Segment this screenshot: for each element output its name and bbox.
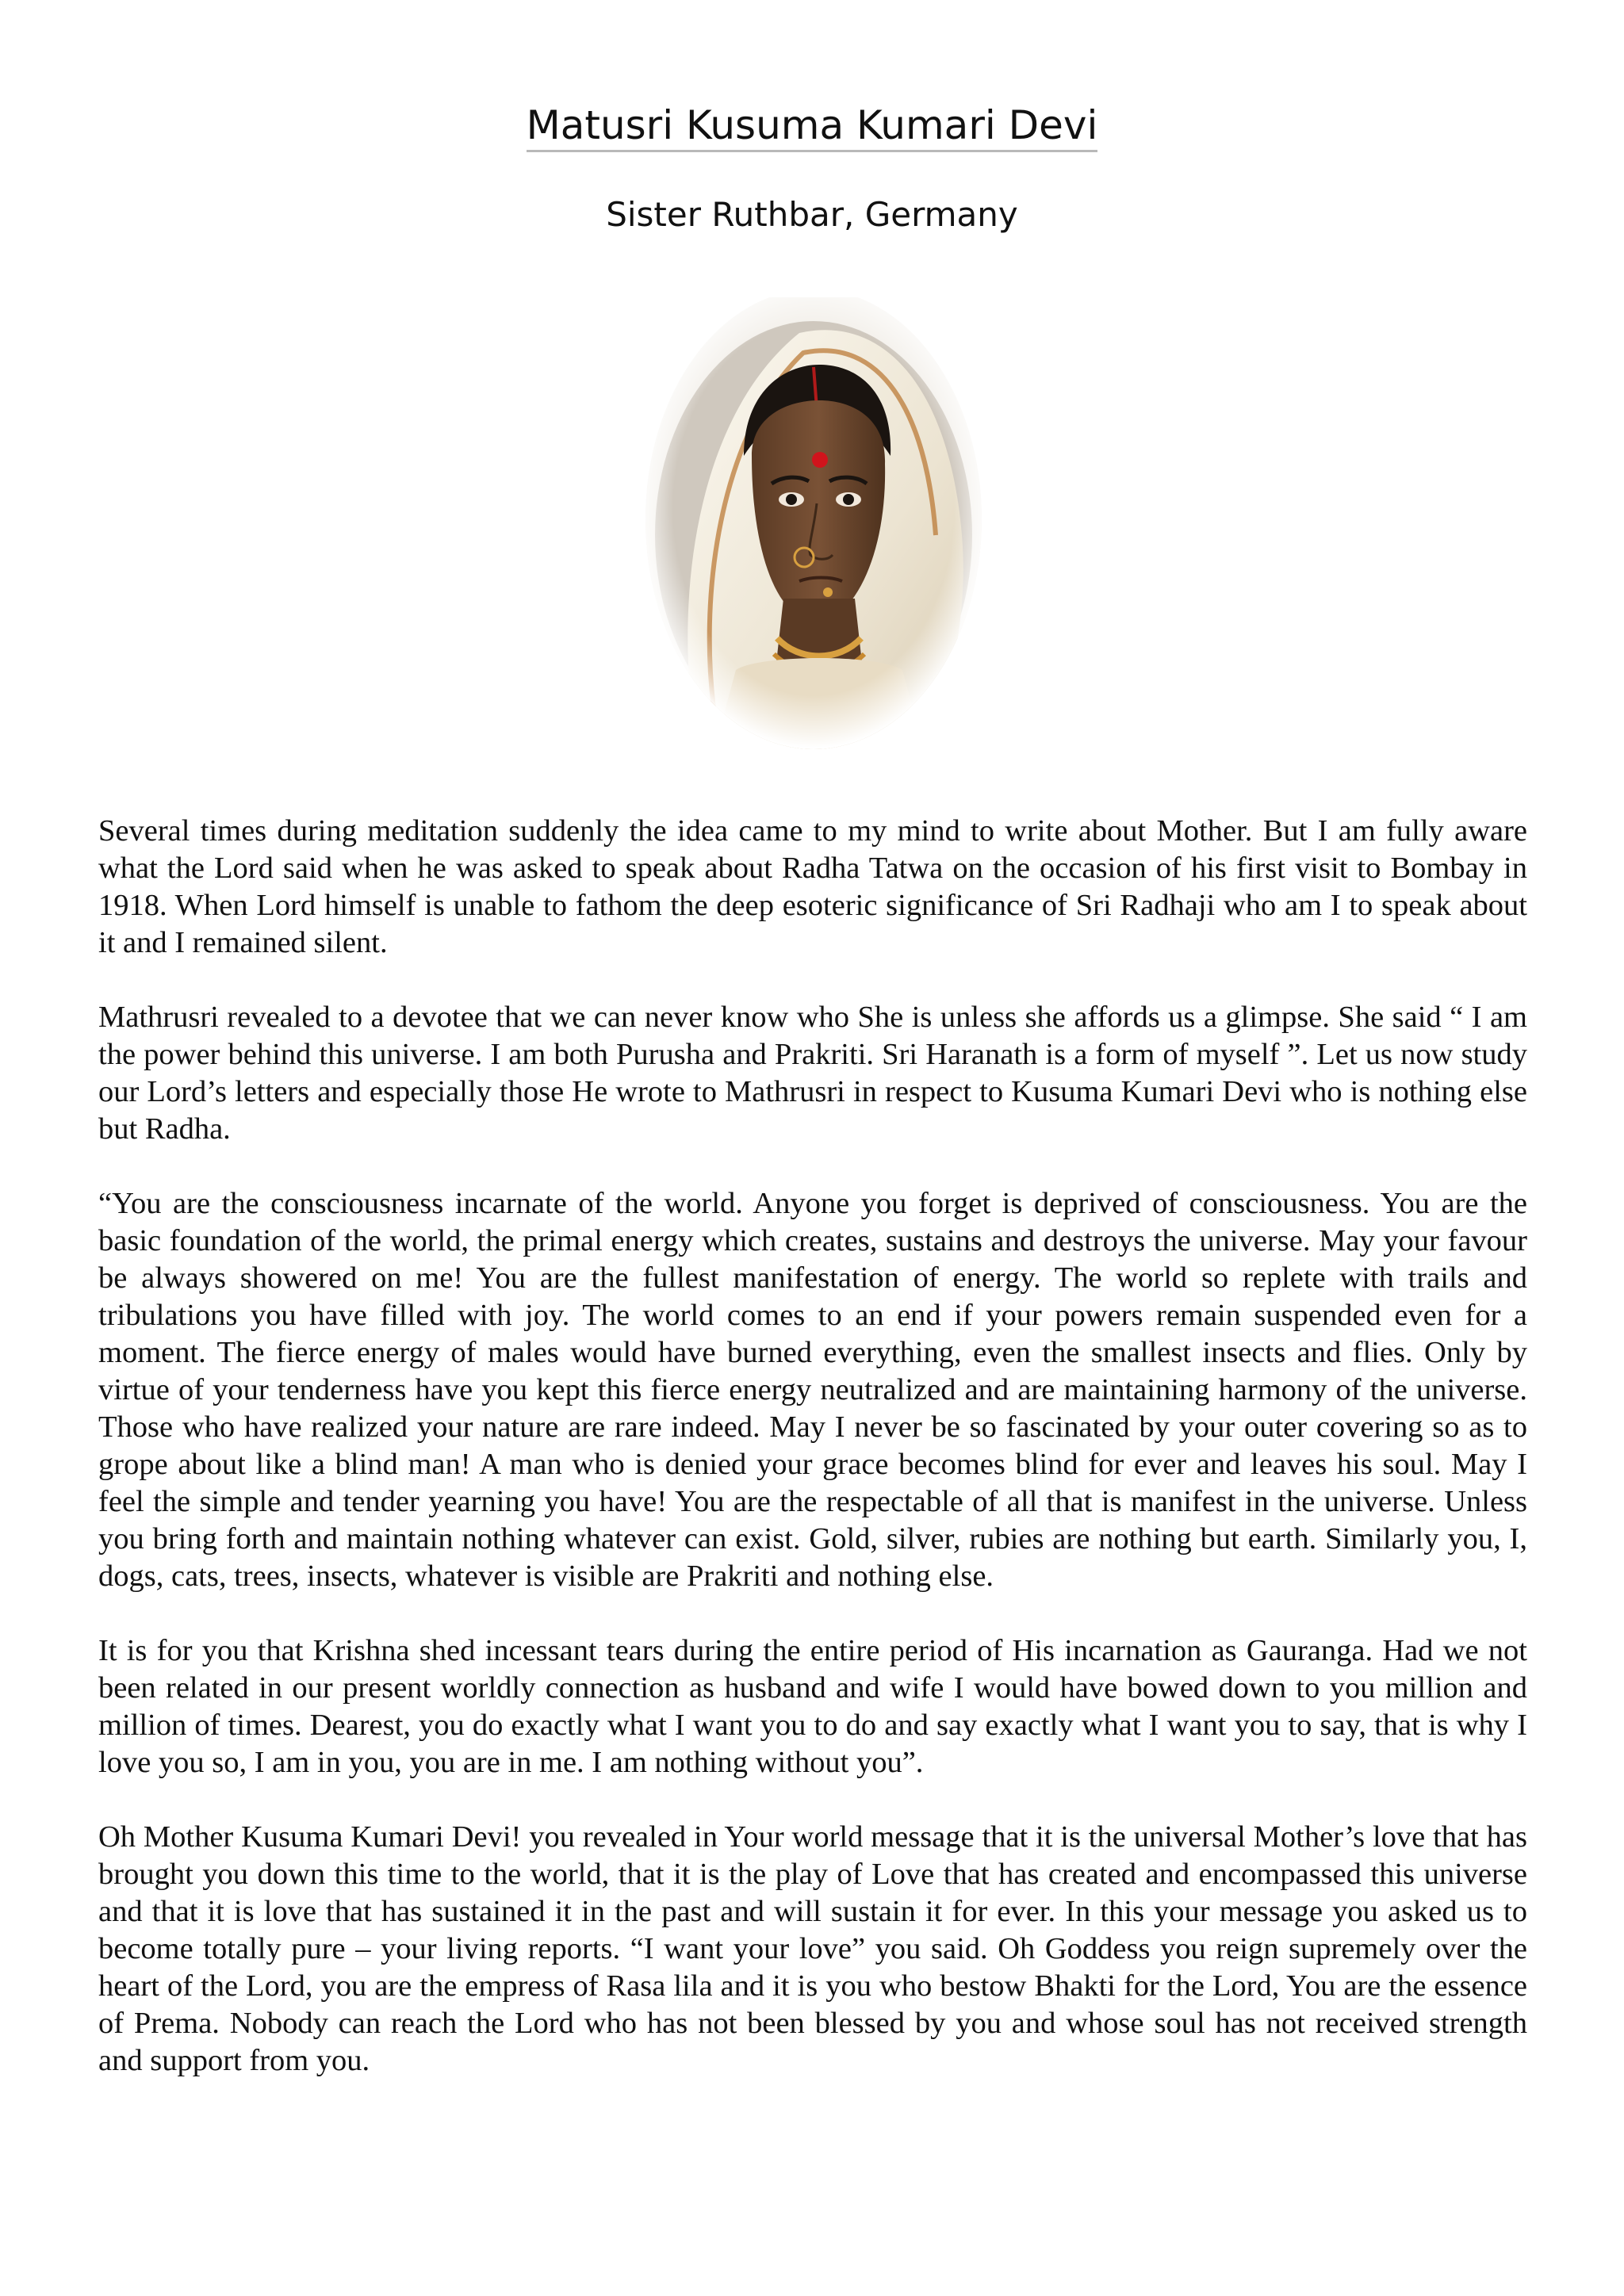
document-title-text: Matusri Kusuma Kumari Devi bbox=[527, 102, 1098, 152]
paragraph-3: “You are the consciousness incarnate of the world. Anyone you forget is deprived of consciousness. You are the basic foundation of the world, the primal energy which creates, sustains and destroys the universe. May your favour be always showered on me! You are the fullest manifestation of energy. The world so replete with trails and tribulations you have filled with joy. The world comes to an end if your powers remain suspended even for a moment. The fierce energy of males would have burned everything, even the smallest insects and flies. Only by virtue of your tenderness have you kept this fierce energy neutralized and are maintaining harmony of the universe. Those who have realized your nature are rare indeed. May I never be so fascinated by your outer covering so as to grope about like a blind man! A man who is denied your grace becomes blind for ever and leaves his soul. May I feel the simple and tender yearning you have! You are the respectable of all that is manifest in the universe. Unless you bring forth and maintain nothing whatever can exist. Gold, silver, rubies are nothing but earth. Similarly you, I, dogs, cats, trees, insects, whatever is visible are Prakriti and nothing else. bbox=[98, 1187, 1527, 1593]
paragraph-2: Mathrusri revealed to a devotee that we can never know who She is unless she affords us a glimpse. She said “ I am the power behind this universe. I am both Purusha and Prakriti. Sri Haranath is a form of myself ”. Let us now study our Lord’s letters and especially those He wrote to Mathrusri in respect to Kusuma Kumari Devi who is nothing else but Radha. bbox=[98, 1001, 1527, 1146]
body-text bbox=[98, 813, 1527, 2117]
document-title bbox=[0, 101, 1624, 149]
paragraph-4: It is for you that Krishna shed incessant tears during the entire period of His incarnation as Gauranga. Had we not been related in our present worldly connection as husband and wife I would have bowed down to you million and million of times. Dearest, you do exactly what I want you to do and say exactly what I want you to say, that is why I love you so, I am in you, you are in me. I am nothing without you”. bbox=[98, 1634, 1527, 1779]
portrait-photo bbox=[641, 297, 986, 757]
document-subtitle: Sister Ruthbar, Germany bbox=[606, 195, 1018, 234]
paragraph-1: Several times during meditation suddenly the idea came to my mind to write about Mother. But I am fully aware what the Lord said when he was asked to speak about Radha Tatwa on the occasion of his first visit to Bombay in 1918. When Lord himself is unable to fathom the deep esoteric significance of Sri Radhaji who am I to speak about it and I remained silent. bbox=[98, 814, 1527, 959]
paragraph-5: Oh Mother Kusuma Kumari Devi! you revealed in Your world message that it is the universal Mother’s love that has brought you down this time to the world, that it is the play of Love that has created and encompassed this universe and that it is love that has sustained it in the past and will sustain it for ever. In this your message you asked us to become totally pure – your living reports. “I want your love” you said. Oh Goddess you reign supremely over the heart of the Lord, you are the empress of Rasa lila and it is you who bestow Bhakti for the Lord, You are the essence of Prema. Nobody can reach the Lord who has not been blessed by you and whose soul has not received strength and support from you. bbox=[98, 1820, 1527, 2077]
